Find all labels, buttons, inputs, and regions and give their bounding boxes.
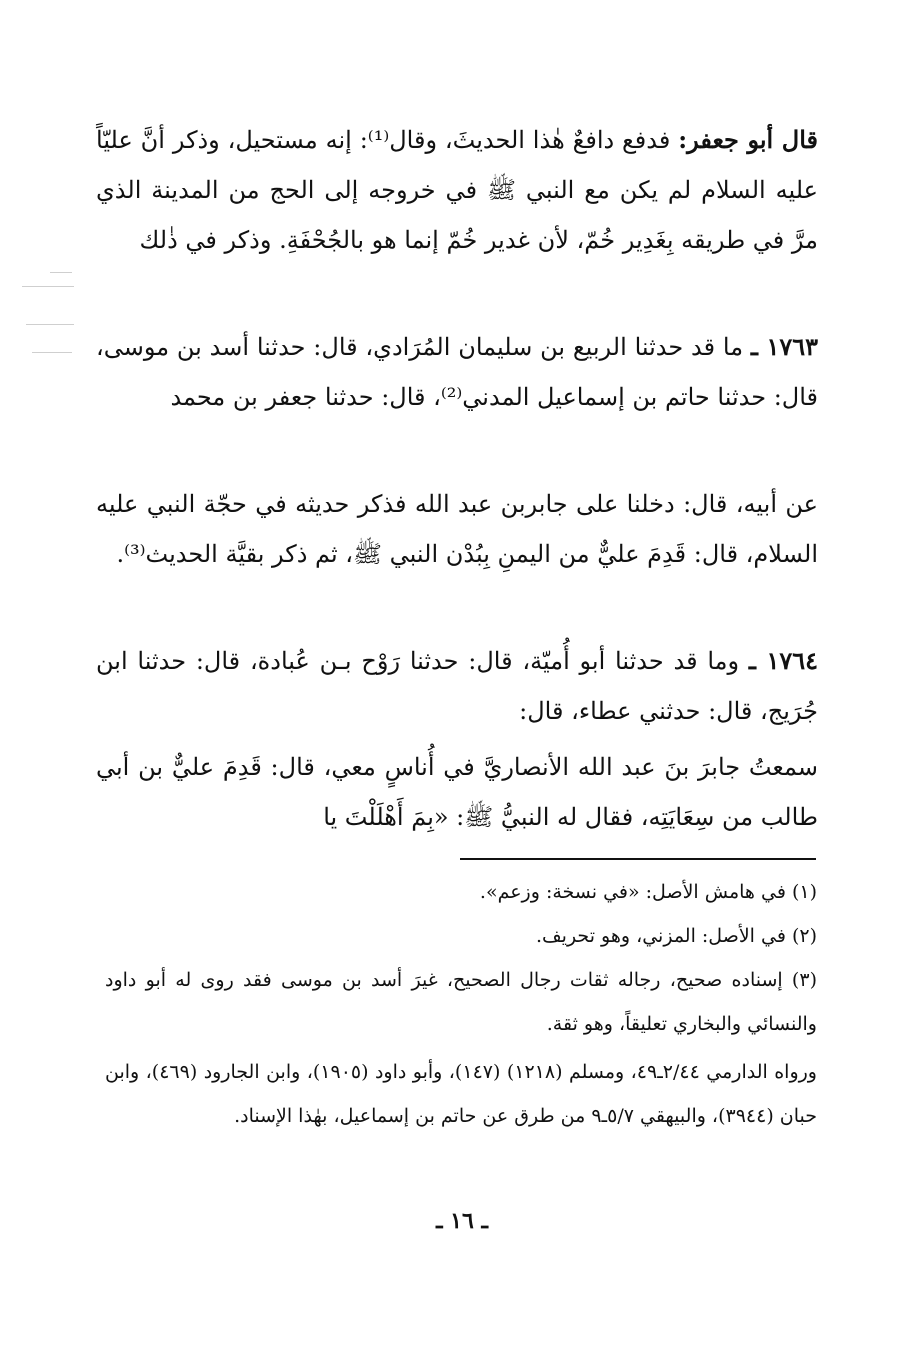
margin-mark [22, 286, 74, 287]
hadith-1763-matn [96, 479, 818, 579]
paragraph-text: ما قد حدثنا الربيع بن سليمان المُرَادي، قال: حدثنا أسد بن موسى، قال: حدثنا حاتم بن إسماعيل المدني⁽²⁾، قال: حدثنا جعفر بن محمد [96, 333, 818, 411]
hadith-1763 [96, 322, 818, 422]
paragraph-text: وما قد حدثنا أبو أُميّة، قال: حدثنا رَوْح بـن عُبادة، قال: حدثنا ابن جُرَيج، قال: حدثني عطاء، قال: [96, 647, 818, 725]
paragraph-lead: قال أبو جعفر: [678, 125, 819, 154]
footnote-3-continuation: ورواه الدارمي ٢/٤٤ـ٤٩، ومسلم (١٢١٨) (١٤٧)، وأبو داود (١٩٠٥)، وابن الجارود (٤٦٩)، وابن حبان (٣٩٤٤)، والبيهقي ٥/٧ـ٩ من طرق عن حاتم بن إسماعيل، بهٰذا الإسناد. [105, 1061, 817, 1127]
page-number: ـ ١٦ ـ [436, 1208, 488, 1234]
footnote-separator [460, 858, 816, 860]
margin-annotation-marks [20, 268, 80, 358]
margin-mark [26, 324, 74, 325]
paragraph-text: عن أبيه، قال: دخلنا على جابربن عبد الله فذكر حديثه في حجّة النبي عليه السلام، قال: قَدِمَ عليٌّ من اليمنِ بِبُدْن النبي ﷺ، ثم ذكر بقيَّة الحديث⁽³⁾. [96, 490, 818, 568]
footnote-2: (٢) في الأصل: المزني، وهو تحريف. [535, 925, 817, 947]
footnote-1: (١) في هامش الأصل: «في نسخة: وزعم». [479, 881, 817, 903]
hadith-1764 [96, 636, 818, 736]
hadith-1764-matn [96, 742, 818, 842]
footnote-3: (٣) إسناده صحيح، رجاله ثقات رجال الصحيح، غيرَ أسد بن موسى فقد روى له أبو داود والنسائي والبخاري تعليقاً، وهو ثقة. [105, 969, 817, 1035]
hadith-number: ١٧٦٣ ـ [750, 332, 819, 361]
paragraph-abu-jafar [96, 115, 818, 265]
hadith-number: ١٧٦٤ ـ [748, 646, 818, 675]
margin-mark [50, 272, 72, 273]
margin-mark [32, 352, 72, 353]
paragraph-text: سمعتُ جابرَ بنَ عبد الله الأنصاريَّ في أُناسٍ معي، قال: قَدِمَ عليٌّ بن أبي طالب من سِعَايَتِه، فقال له النبيُّ ﷺ: «بِمَ أَهْلَلْتَ يا [96, 753, 818, 831]
paragraph-text: فدفع دافعٌ هٰذا الحديثَ، وقال⁽¹⁾: إنه مستحيل، وذكر أنَّ عليّاً عليه السلام لم يكن مع النبي ﷺ في خروجه إلى الحج من المدينة الذي مرَّ في طريقه بِغَدِير خُمّ، لأن غدير خُمّ إنما هو بالجُحْفَةِ. وذكر في ذٰلك [96, 126, 818, 254]
